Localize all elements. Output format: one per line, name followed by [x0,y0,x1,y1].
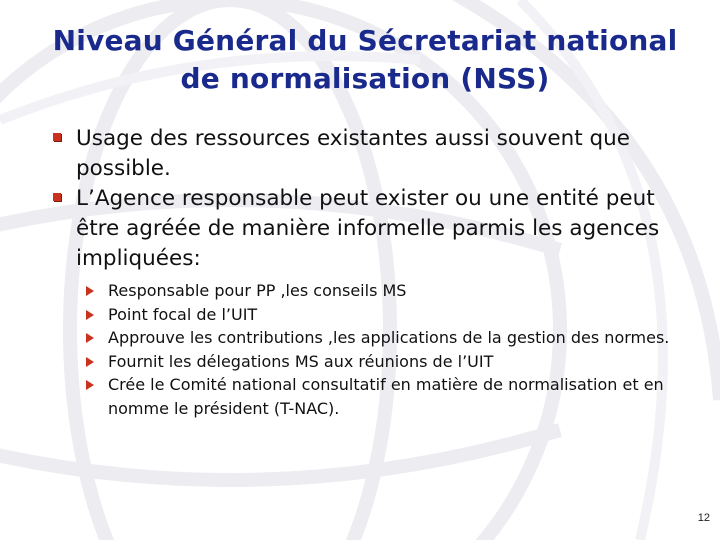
sub-bullet-text: Fournit les délegations MS aux réunions de l’UIT [108,351,494,371]
bullet-text: L’Agence responsable peut exister ou une entité peut être agréée de manière informelle parmis les agences impliquées: [76,186,660,271]
sub-bullet-text: Responsable pour PP ,les conseils MS [108,281,407,300]
arrow-bullet-icon [86,357,94,367]
square-bullet-icon [53,133,61,141]
sub-bullet-item [84,279,684,303]
square-bullet-icon [53,193,61,201]
sub-bullet-text: Crée le Comité national consultatif en matière de normalisation et en nomme le président (T-NAC). [108,375,664,418]
page-number: 12 [697,512,710,524]
bullet-text: Usage des ressources existantes aussi souvent que possible. [76,126,630,181]
slide-title: Niveau Général du Sécretariat national de normalisation (NSS) [52,24,678,95]
arrow-bullet-icon [86,310,94,320]
bullet-item [50,184,670,274]
sub-bullet-item [84,350,684,374]
sub-bullet-list [84,279,684,420]
sub-bullet-text: Point focal de l’UIT [108,304,258,324]
sub-bullet-item [84,326,684,350]
arrow-bullet-icon [86,333,94,343]
sub-bullet-item [84,373,684,420]
bullet-item [50,124,670,184]
sub-bullet-text: Approuve les contributions ,les applications de la gestion des normes. [108,328,670,347]
arrow-bullet-icon [86,286,94,296]
sub-bullet-item [84,303,684,327]
arrow-bullet-icon [86,380,94,390]
bullet-list [50,124,670,274]
